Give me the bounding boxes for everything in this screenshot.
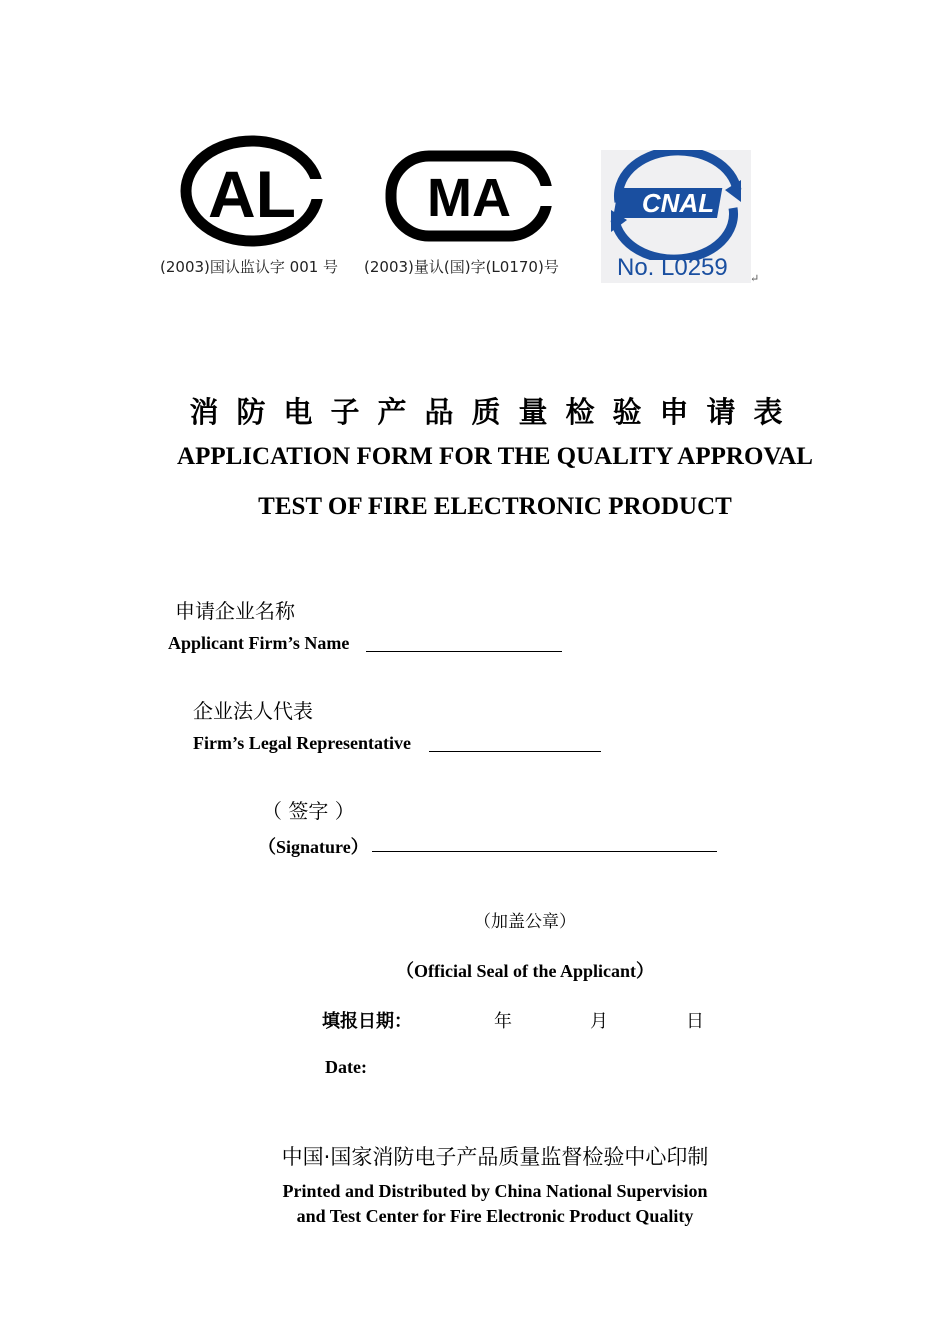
cal-caption: (2003)国认监认字 001 号 xyxy=(160,258,339,276)
cnal-number: No. L0259 xyxy=(617,254,728,281)
footer-cn: 中国·国家消防电子产品质量监督检验中心印制 xyxy=(281,1145,709,1169)
title-en-line2: TEST OF FIRE ELECTRONIC PRODUCT xyxy=(258,493,732,520)
cnal-logo-text: CNAL xyxy=(641,188,715,218)
cma-logo xyxy=(385,150,555,242)
date-label-en: Date: xyxy=(325,1057,367,1077)
seal-label-en: （Official Seal of the Applicant） xyxy=(396,961,654,981)
firm-name-label-cn: 申请企业名称 xyxy=(175,599,295,623)
legal-rep-label-en: Firm’s Legal Representative xyxy=(193,733,411,753)
legal-rep-field[interactable] xyxy=(429,751,601,752)
title-en-line1: APPLICATION FORM FOR THE QUALITY APPROVAL xyxy=(177,443,813,470)
firm-name-field[interactable] xyxy=(366,651,562,652)
seal-label-cn: （加盖公章） xyxy=(474,912,576,932)
footer-en-line1: Printed and Distributed by China National Supervision xyxy=(282,1181,708,1201)
cma-caption: (2003)量认(国)字(L0170)号 xyxy=(364,258,559,276)
date-day[interactable]: 日 xyxy=(686,1011,704,1032)
legal-rep-label-cn: 企业法人代表 xyxy=(193,699,313,723)
footer-en-line2: and Test Center for Fire Electronic Product Quality xyxy=(296,1206,694,1226)
firm-name-label-en: Applicant Firm’s Name xyxy=(168,633,350,653)
date-year[interactable]: 年 xyxy=(494,1011,512,1032)
signature-label-en: （Signature） xyxy=(258,837,369,857)
cma-logo-text: MA xyxy=(427,168,511,228)
cal-logo-text: AL xyxy=(208,157,296,231)
title-cn: 消防电子产品质量检验申请表 xyxy=(189,395,801,429)
date-month[interactable]: 月 xyxy=(590,1011,608,1032)
cnal-logo xyxy=(601,150,751,260)
cal-logo xyxy=(180,135,325,247)
return-mark-icon: ↵ xyxy=(750,272,760,285)
cnal-logo-box xyxy=(601,150,751,283)
date-label-cn: 填报日期： xyxy=(322,1011,412,1032)
signature-label-cn: （ 签字 ） xyxy=(262,799,355,823)
signature-field[interactable] xyxy=(372,851,717,852)
